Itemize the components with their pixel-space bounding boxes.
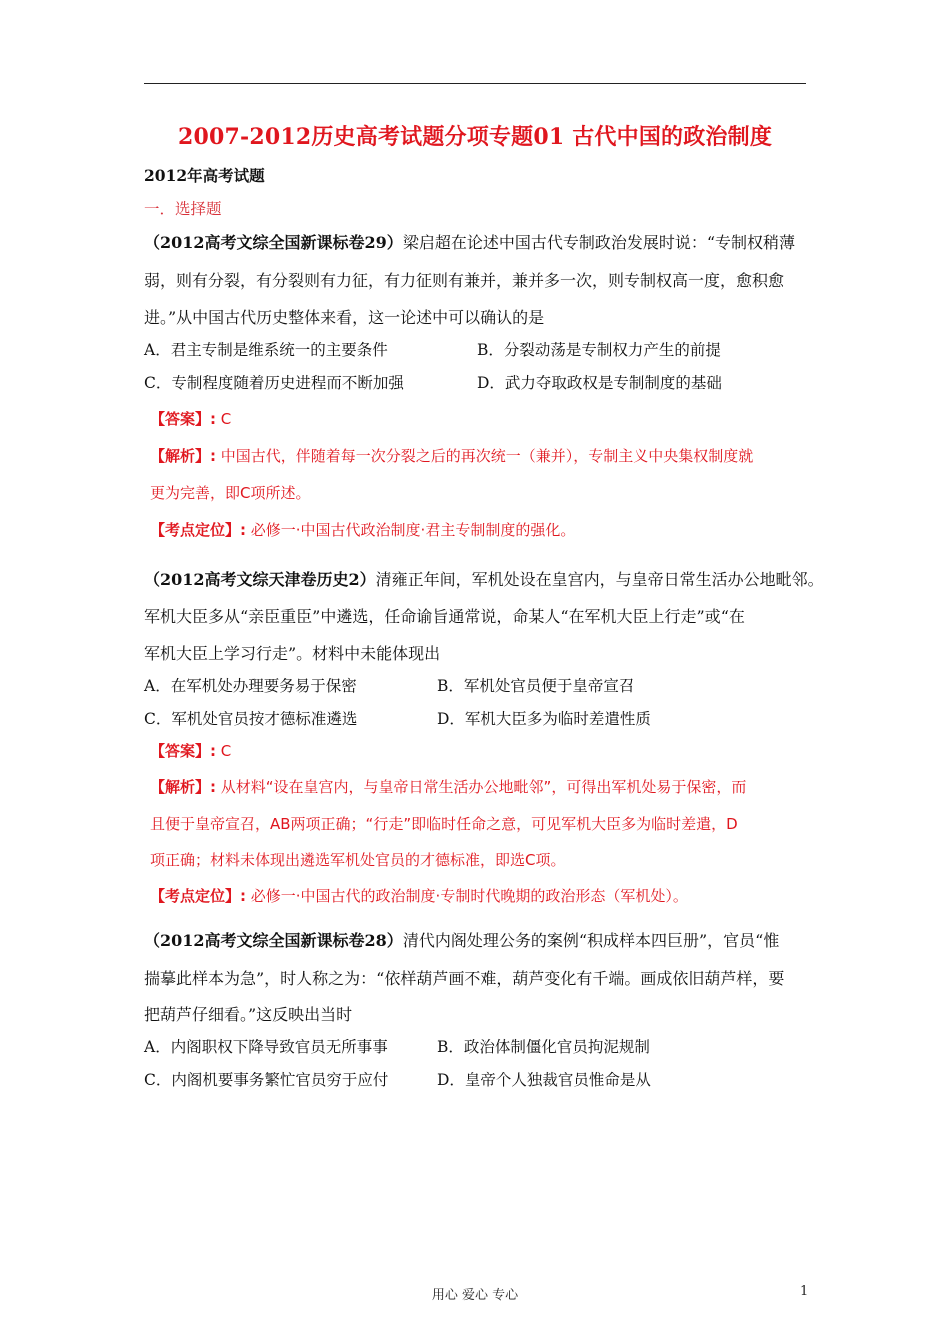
question-1-option-c: C．专制程度随着历史进程而不断加强 <box>144 374 404 392</box>
question-3-option-c: C．内阁机要事务繁忙官员穷于应付 <box>144 1071 389 1089</box>
question-2-source: （2012高考文综天津卷历史2） <box>144 570 376 589</box>
header-rule <box>144 83 806 84</box>
question-3-stem-line-1: （2012高考文综全国新课标卷28）清代内阁处理公务的案例“积成样本四巨册”，官员“惟 <box>144 931 780 950</box>
question-1-option-b: B．分裂动荡是专制权力产生的前提 <box>477 341 721 359</box>
question-1-stem-line-2: 弱，则有分裂，有分裂则有力征，有力征则有兼并，兼并多一次，则专制权高一度，愈积愈 <box>144 271 785 290</box>
question-2-analysis-line-2: 且便于皇帝宣召，AB两项正确；“行走”即临时任命之意，可见军机大臣多为临时差遣，D <box>150 815 738 833</box>
question-3-source: （2012高考文综全国新课标卷28） <box>144 931 403 950</box>
question-2-analysis-line-3: 项正确；材料未体现出遴选军机处官员的才德标准，即选C项。 <box>150 851 566 869</box>
question-1-analysis-line-2: 更为完善，即C项所述。 <box>150 484 311 502</box>
question-3-stem-line-3: 把葫芦仔细看。”这反映出当时 <box>144 1005 353 1024</box>
question-3-option-a: A．内阁职权下降导致官员无所事事 <box>144 1038 388 1056</box>
question-2-stem-line-3: 军机大臣上学习行走”。材料中未能体现出 <box>144 644 441 663</box>
question-2-option-c: C．军机处官员按才德标准遴选 <box>144 710 358 728</box>
question-2-stem-line-2: 军机大臣多从“亲臣重臣”中遴选，任命谕旨通常说，命某人“在军机大臣上行走”或“在 <box>144 607 745 626</box>
page-footer: 用心 爱心 专心 <box>431 1288 519 1303</box>
question-1-option-d: D．武力夺取政权是专制制度的基础 <box>477 374 722 392</box>
document-title: 2007-2012历史高考试题分项专题01 古代中国的政治制度 <box>177 124 773 150</box>
question-3-option-b: B．政治体制僵化官员拘泥规制 <box>437 1038 650 1056</box>
question-3-option-d: D．皇帝个人独裁官员惟命是从 <box>437 1071 651 1089</box>
question-2-option-d: D．军机大臣多为临时差遣性质 <box>437 710 651 728</box>
question-2-option-b: B．军机处官员便于皇帝宣召 <box>437 677 635 695</box>
question-1-stem-line-3: 进。”从中国古代历史整体来看，这一论述中可以确认的是 <box>144 308 545 327</box>
question-1-stem-line-1: （2012高考文综全国新课标卷29）梁启超在论述中国古代专制政治发展时说：“专制权稍薄 <box>144 233 795 252</box>
subsection-heading: 一．选择题 <box>144 200 222 218</box>
question-2-stem-line-1: （2012高考文综天津卷历史2）清雍正年间，军机处设在皇宫内，与皇帝日常生活办公地毗邻。 <box>144 570 824 589</box>
question-2-point: 【考点定位】: 必修一·中国古代的政治制度·专制时代晚期的政治形态（军机处）。 <box>150 887 688 905</box>
question-1-point: 【考点定位】: 必修一·中国古代政治制度·君主专制制度的强化。 <box>150 521 576 539</box>
section-heading: 2012年高考试题 <box>144 166 265 185</box>
question-1-source: （2012高考文综全国新课标卷29） <box>144 233 403 252</box>
question-2-answer: 【答案】: C <box>150 742 232 760</box>
page-number: 1 <box>800 1284 809 1299</box>
question-1-answer: 【答案】: C <box>150 410 232 428</box>
question-3-stem-line-2: 揣摹此样本为急”，时人称之为：“依样葫芦画不难，葫芦变化有千端。画成依旧葫芦样，要 <box>144 969 785 988</box>
question-2-analysis-line-1: 【解析】: 从材料“设在皇宫内，与皇帝日常生活办公地毗邻”，可得出军机处易于保密，而 <box>150 778 747 796</box>
question-1-analysis-line-1: 【解析】: 中国古代，伴随着每一次分裂之后的再次统一（兼并），专制主义中央集权制度就 <box>150 447 754 465</box>
question-1-option-a: A．君主专制是维系统一的主要条件 <box>144 341 388 359</box>
question-2-option-a: A．在军机处办理要务易于保密 <box>144 677 357 695</box>
